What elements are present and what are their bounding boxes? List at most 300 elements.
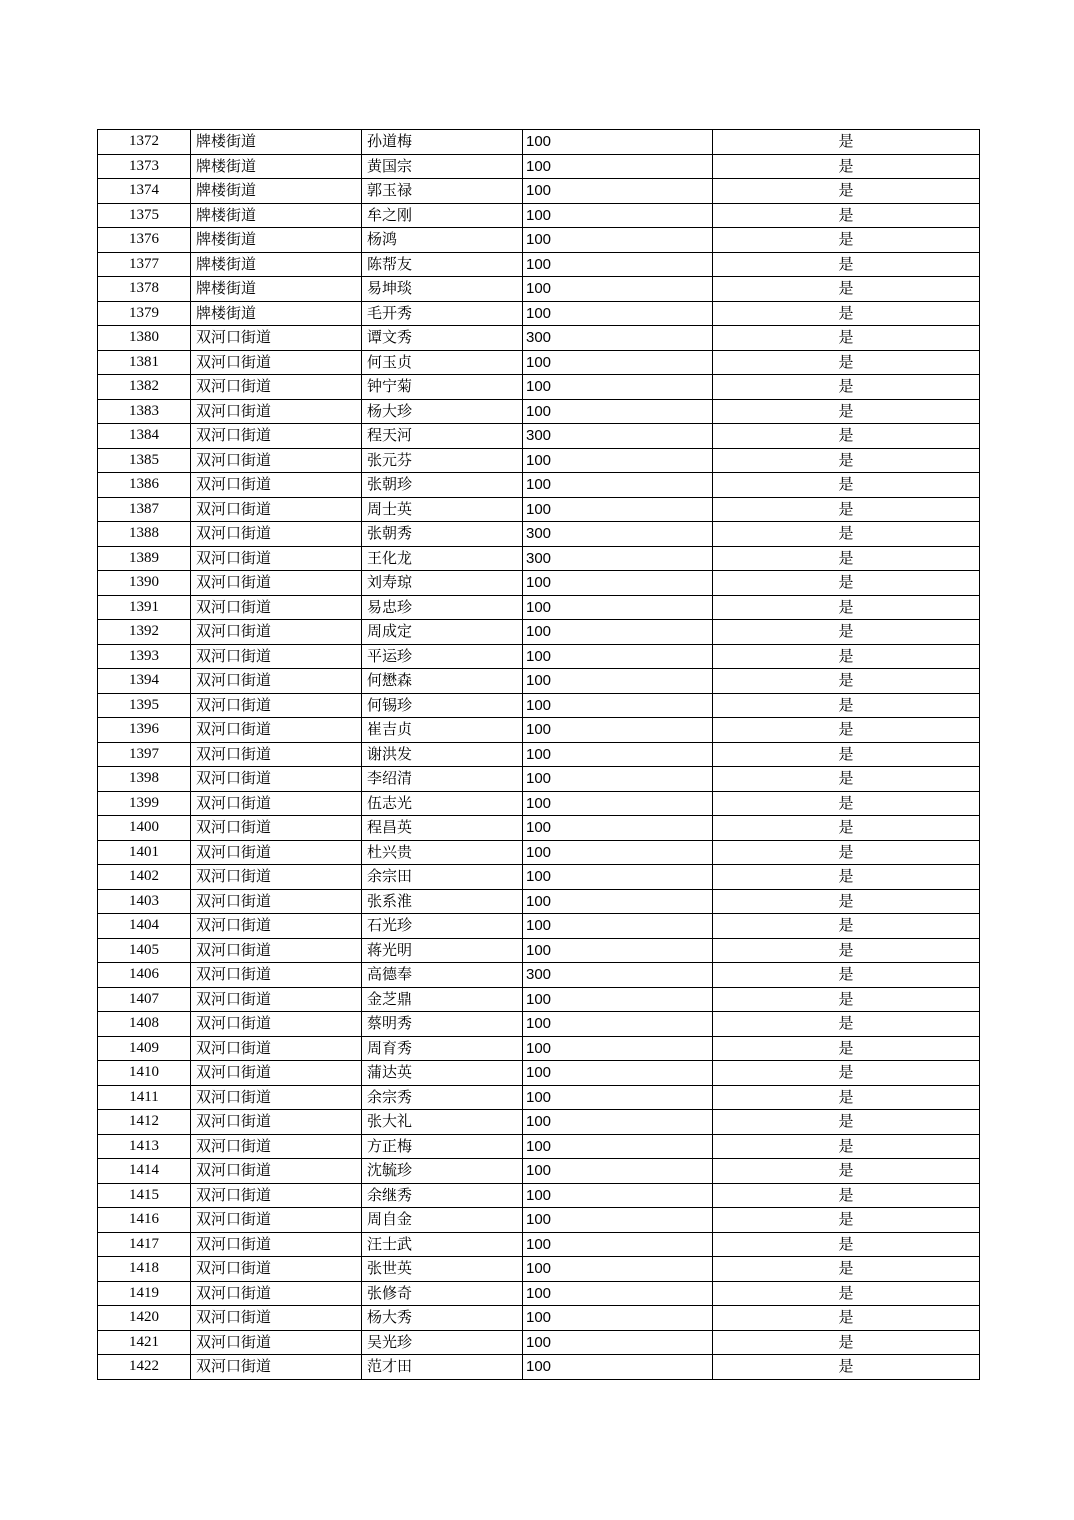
row-number-cell: 1384 bbox=[98, 424, 191, 449]
amount-cell: 300 bbox=[523, 326, 713, 351]
person-name-cell: 刘寿琼 bbox=[362, 571, 523, 596]
status-cell: 是 bbox=[713, 350, 980, 375]
amount-cell: 100 bbox=[523, 865, 713, 890]
row-number-cell: 1387 bbox=[98, 497, 191, 522]
status-cell: 是 bbox=[713, 1306, 980, 1331]
row-number-cell: 1374 bbox=[98, 179, 191, 204]
row-number-cell: 1376 bbox=[98, 228, 191, 253]
row-number-cell: 1389 bbox=[98, 546, 191, 571]
person-name-cell: 何玉贞 bbox=[362, 350, 523, 375]
table-row bbox=[98, 1281, 980, 1306]
status-cell: 是 bbox=[713, 816, 980, 841]
status-cell: 是 bbox=[713, 620, 980, 645]
row-number-cell: 1420 bbox=[98, 1306, 191, 1331]
district-cell: 双河口街道 bbox=[191, 1306, 362, 1331]
row-number-cell: 1419 bbox=[98, 1281, 191, 1306]
district-cell: 双河口街道 bbox=[191, 718, 362, 743]
district-cell: 双河口街道 bbox=[191, 350, 362, 375]
district-cell: 牌楼街道 bbox=[191, 130, 362, 155]
status-cell: 是 bbox=[713, 742, 980, 767]
status-cell: 是 bbox=[713, 669, 980, 694]
data-table bbox=[97, 129, 980, 1380]
amount-cell: 100 bbox=[523, 1355, 713, 1380]
district-cell: 双河口街道 bbox=[191, 399, 362, 424]
district-cell: 双河口街道 bbox=[191, 963, 362, 988]
status-cell: 是 bbox=[713, 179, 980, 204]
row-number-cell: 1401 bbox=[98, 840, 191, 865]
row-number-cell: 1377 bbox=[98, 252, 191, 277]
person-name-cell: 李绍清 bbox=[362, 767, 523, 792]
district-cell: 双河口街道 bbox=[191, 497, 362, 522]
amount-cell: 100 bbox=[523, 1085, 713, 1110]
amount-cell: 100 bbox=[523, 816, 713, 841]
district-cell: 双河口街道 bbox=[191, 914, 362, 939]
amount-cell: 300 bbox=[523, 424, 713, 449]
amount-cell: 100 bbox=[523, 1330, 713, 1355]
row-number-cell: 1417 bbox=[98, 1232, 191, 1257]
amount-cell: 300 bbox=[523, 546, 713, 571]
district-cell: 双河口街道 bbox=[191, 791, 362, 816]
status-cell: 是 bbox=[713, 767, 980, 792]
row-number-cell: 1406 bbox=[98, 963, 191, 988]
row-number-cell: 1381 bbox=[98, 350, 191, 375]
row-number-cell: 1403 bbox=[98, 889, 191, 914]
amount-cell: 100 bbox=[523, 718, 713, 743]
amount-cell: 100 bbox=[523, 669, 713, 694]
status-cell: 是 bbox=[713, 252, 980, 277]
row-number-cell: 1415 bbox=[98, 1183, 191, 1208]
row-number-cell: 1399 bbox=[98, 791, 191, 816]
row-number-cell: 1383 bbox=[98, 399, 191, 424]
table-row bbox=[98, 1159, 980, 1184]
status-cell: 是 bbox=[713, 791, 980, 816]
table-row bbox=[98, 1134, 980, 1159]
row-number-cell: 1421 bbox=[98, 1330, 191, 1355]
status-cell: 是 bbox=[713, 130, 980, 155]
person-name-cell: 何懋森 bbox=[362, 669, 523, 694]
amount-cell: 100 bbox=[523, 620, 713, 645]
district-cell: 双河口街道 bbox=[191, 742, 362, 767]
table-row bbox=[98, 1012, 980, 1037]
amount-cell: 100 bbox=[523, 938, 713, 963]
amount-cell: 100 bbox=[523, 1183, 713, 1208]
row-number-cell: 1375 bbox=[98, 203, 191, 228]
table-row bbox=[98, 669, 980, 694]
status-cell: 是 bbox=[713, 1330, 980, 1355]
district-cell: 双河口街道 bbox=[191, 571, 362, 596]
table-row bbox=[98, 277, 980, 302]
amount-cell: 300 bbox=[523, 522, 713, 547]
row-number-cell: 1385 bbox=[98, 448, 191, 473]
table-row bbox=[98, 522, 980, 547]
district-cell: 双河口街道 bbox=[191, 375, 362, 400]
row-number-cell: 1411 bbox=[98, 1085, 191, 1110]
row-number-cell: 1379 bbox=[98, 301, 191, 326]
table-row bbox=[98, 865, 980, 890]
status-cell: 是 bbox=[713, 424, 980, 449]
status-cell: 是 bbox=[713, 644, 980, 669]
district-cell: 双河口街道 bbox=[191, 1012, 362, 1037]
amount-cell: 100 bbox=[523, 595, 713, 620]
row-number-cell: 1382 bbox=[98, 375, 191, 400]
person-name-cell: 杨鸿 bbox=[362, 228, 523, 253]
row-number-cell: 1418 bbox=[98, 1257, 191, 1282]
row-number-cell: 1395 bbox=[98, 693, 191, 718]
row-number-cell: 1408 bbox=[98, 1012, 191, 1037]
table-row bbox=[98, 473, 980, 498]
row-number-cell: 1396 bbox=[98, 718, 191, 743]
district-cell: 双河口街道 bbox=[191, 987, 362, 1012]
amount-cell: 100 bbox=[523, 350, 713, 375]
amount-cell: 100 bbox=[523, 791, 713, 816]
person-name-cell: 张修奇 bbox=[362, 1281, 523, 1306]
status-cell: 是 bbox=[713, 571, 980, 596]
amount-cell: 100 bbox=[523, 154, 713, 179]
amount-cell: 300 bbox=[523, 963, 713, 988]
table-row bbox=[98, 154, 980, 179]
person-name-cell: 张世英 bbox=[362, 1257, 523, 1282]
person-name-cell: 石光珍 bbox=[362, 914, 523, 939]
table-row bbox=[98, 1110, 980, 1135]
table-row bbox=[98, 448, 980, 473]
district-cell: 双河口街道 bbox=[191, 1208, 362, 1233]
person-name-cell: 张系淮 bbox=[362, 889, 523, 914]
table-row bbox=[98, 1355, 980, 1380]
row-number-cell: 1402 bbox=[98, 865, 191, 890]
district-cell: 双河口街道 bbox=[191, 620, 362, 645]
district-cell: 双河口街道 bbox=[191, 644, 362, 669]
row-number-cell: 1398 bbox=[98, 767, 191, 792]
person-name-cell: 杜兴贵 bbox=[362, 840, 523, 865]
table-row bbox=[98, 1208, 980, 1233]
status-cell: 是 bbox=[713, 1232, 980, 1257]
person-name-cell: 钟宁菊 bbox=[362, 375, 523, 400]
table-row bbox=[98, 644, 980, 669]
row-number-cell: 1392 bbox=[98, 620, 191, 645]
district-cell: 双河口街道 bbox=[191, 767, 362, 792]
row-number-cell: 1380 bbox=[98, 326, 191, 351]
table-row bbox=[98, 1232, 980, 1257]
district-cell: 牌楼街道 bbox=[191, 179, 362, 204]
district-cell: 双河口街道 bbox=[191, 1281, 362, 1306]
person-name-cell: 牟之刚 bbox=[362, 203, 523, 228]
amount-cell: 100 bbox=[523, 1159, 713, 1184]
table-row bbox=[98, 840, 980, 865]
row-number-cell: 1400 bbox=[98, 816, 191, 841]
district-cell: 双河口街道 bbox=[191, 938, 362, 963]
person-name-cell: 张朝秀 bbox=[362, 522, 523, 547]
status-cell: 是 bbox=[713, 595, 980, 620]
person-name-cell: 杨大秀 bbox=[362, 1306, 523, 1331]
district-cell: 牌楼街道 bbox=[191, 228, 362, 253]
row-number-cell: 1391 bbox=[98, 595, 191, 620]
table-row bbox=[98, 252, 980, 277]
amount-cell: 100 bbox=[523, 375, 713, 400]
status-cell: 是 bbox=[713, 522, 980, 547]
person-name-cell: 周士英 bbox=[362, 497, 523, 522]
status-cell: 是 bbox=[713, 277, 980, 302]
amount-cell: 100 bbox=[523, 179, 713, 204]
person-name-cell: 程天河 bbox=[362, 424, 523, 449]
district-cell: 双河口街道 bbox=[191, 1036, 362, 1061]
district-cell: 双河口街道 bbox=[191, 1159, 362, 1184]
row-number-cell: 1414 bbox=[98, 1159, 191, 1184]
district-cell: 双河口街道 bbox=[191, 1257, 362, 1282]
status-cell: 是 bbox=[713, 1012, 980, 1037]
table-row bbox=[98, 1036, 980, 1061]
row-number-cell: 1410 bbox=[98, 1061, 191, 1086]
district-cell: 双河口街道 bbox=[191, 448, 362, 473]
amount-cell: 100 bbox=[523, 1232, 713, 1257]
status-cell: 是 bbox=[713, 1257, 980, 1282]
amount-cell: 100 bbox=[523, 1134, 713, 1159]
table-row bbox=[98, 1257, 980, 1282]
district-cell: 双河口街道 bbox=[191, 424, 362, 449]
row-number-cell: 1373 bbox=[98, 154, 191, 179]
status-cell: 是 bbox=[713, 154, 980, 179]
district-cell: 双河口街道 bbox=[191, 693, 362, 718]
person-name-cell: 金芝鼎 bbox=[362, 987, 523, 1012]
person-name-cell: 周自金 bbox=[362, 1208, 523, 1233]
table-row bbox=[98, 914, 980, 939]
table-row bbox=[98, 1085, 980, 1110]
status-cell: 是 bbox=[713, 1183, 980, 1208]
district-cell: 双河口街道 bbox=[191, 1330, 362, 1355]
status-cell: 是 bbox=[713, 1110, 980, 1135]
amount-cell: 100 bbox=[523, 1012, 713, 1037]
status-cell: 是 bbox=[713, 1159, 980, 1184]
status-cell: 是 bbox=[713, 228, 980, 253]
status-cell: 是 bbox=[713, 1281, 980, 1306]
person-name-cell: 毛开秀 bbox=[362, 301, 523, 326]
district-cell: 牌楼街道 bbox=[191, 277, 362, 302]
status-cell: 是 bbox=[713, 718, 980, 743]
amount-cell: 100 bbox=[523, 840, 713, 865]
person-name-cell: 周成定 bbox=[362, 620, 523, 645]
status-cell: 是 bbox=[713, 865, 980, 890]
table-row bbox=[98, 301, 980, 326]
status-cell: 是 bbox=[713, 375, 980, 400]
table-row bbox=[98, 742, 980, 767]
status-cell: 是 bbox=[713, 301, 980, 326]
table-row bbox=[98, 497, 980, 522]
amount-cell: 100 bbox=[523, 742, 713, 767]
table-row bbox=[98, 693, 980, 718]
row-number-cell: 1390 bbox=[98, 571, 191, 596]
table-row bbox=[98, 1061, 980, 1086]
district-cell: 双河口街道 bbox=[191, 1183, 362, 1208]
table-row bbox=[98, 130, 980, 155]
row-number-cell: 1378 bbox=[98, 277, 191, 302]
district-cell: 牌楼街道 bbox=[191, 154, 362, 179]
table-row bbox=[98, 938, 980, 963]
district-cell: 双河口街道 bbox=[191, 326, 362, 351]
person-name-cell: 郭玉禄 bbox=[362, 179, 523, 204]
status-cell: 是 bbox=[713, 840, 980, 865]
person-name-cell: 陈帮友 bbox=[362, 252, 523, 277]
district-cell: 双河口街道 bbox=[191, 1134, 362, 1159]
row-number-cell: 1405 bbox=[98, 938, 191, 963]
amount-cell: 100 bbox=[523, 693, 713, 718]
amount-cell: 100 bbox=[523, 1036, 713, 1061]
status-cell: 是 bbox=[713, 1061, 980, 1086]
amount-cell: 100 bbox=[523, 1306, 713, 1331]
person-name-cell: 蒋光明 bbox=[362, 938, 523, 963]
table-row bbox=[98, 399, 980, 424]
person-name-cell: 伍志光 bbox=[362, 791, 523, 816]
table-row bbox=[98, 889, 980, 914]
amount-cell: 100 bbox=[523, 889, 713, 914]
person-name-cell: 易坤琰 bbox=[362, 277, 523, 302]
table-row bbox=[98, 595, 980, 620]
district-cell: 双河口街道 bbox=[191, 522, 362, 547]
amount-cell: 100 bbox=[523, 644, 713, 669]
person-name-cell: 范才田 bbox=[362, 1355, 523, 1380]
row-number-cell: 1388 bbox=[98, 522, 191, 547]
table-row bbox=[98, 1330, 980, 1355]
amount-cell: 100 bbox=[523, 301, 713, 326]
amount-cell: 100 bbox=[523, 203, 713, 228]
table-row bbox=[98, 1183, 980, 1208]
status-cell: 是 bbox=[713, 1134, 980, 1159]
person-name-cell: 高德奉 bbox=[362, 963, 523, 988]
table-row bbox=[98, 546, 980, 571]
row-number-cell: 1407 bbox=[98, 987, 191, 1012]
person-name-cell: 易忠珍 bbox=[362, 595, 523, 620]
status-cell: 是 bbox=[713, 914, 980, 939]
person-name-cell: 程昌英 bbox=[362, 816, 523, 841]
district-cell: 双河口街道 bbox=[191, 1061, 362, 1086]
amount-cell: 100 bbox=[523, 473, 713, 498]
district-cell: 双河口街道 bbox=[191, 865, 362, 890]
table-row bbox=[98, 1306, 980, 1331]
person-name-cell: 吴光珍 bbox=[362, 1330, 523, 1355]
person-name-cell: 余宗秀 bbox=[362, 1085, 523, 1110]
district-cell: 双河口街道 bbox=[191, 1110, 362, 1135]
row-number-cell: 1412 bbox=[98, 1110, 191, 1135]
district-cell: 双河口街道 bbox=[191, 595, 362, 620]
person-name-cell: 张朝珍 bbox=[362, 473, 523, 498]
status-cell: 是 bbox=[713, 473, 980, 498]
amount-cell: 100 bbox=[523, 1061, 713, 1086]
table-row bbox=[98, 620, 980, 645]
table-body bbox=[98, 130, 980, 1380]
amount-cell: 100 bbox=[523, 399, 713, 424]
district-cell: 双河口街道 bbox=[191, 889, 362, 914]
person-name-cell: 平运珍 bbox=[362, 644, 523, 669]
person-name-cell: 沈毓珍 bbox=[362, 1159, 523, 1184]
table-row bbox=[98, 987, 980, 1012]
amount-cell: 100 bbox=[523, 228, 713, 253]
amount-cell: 100 bbox=[523, 914, 713, 939]
person-name-cell: 余宗田 bbox=[362, 865, 523, 890]
row-number-cell: 1372 bbox=[98, 130, 191, 155]
row-number-cell: 1416 bbox=[98, 1208, 191, 1233]
district-cell: 双河口街道 bbox=[191, 1085, 362, 1110]
district-cell: 双河口街道 bbox=[191, 546, 362, 571]
district-cell: 牌楼街道 bbox=[191, 203, 362, 228]
person-name-cell: 张元芬 bbox=[362, 448, 523, 473]
status-cell: 是 bbox=[713, 987, 980, 1012]
status-cell: 是 bbox=[713, 203, 980, 228]
amount-cell: 100 bbox=[523, 1110, 713, 1135]
district-cell: 牌楼街道 bbox=[191, 301, 362, 326]
row-number-cell: 1409 bbox=[98, 1036, 191, 1061]
person-name-cell: 谭文秀 bbox=[362, 326, 523, 351]
table-row bbox=[98, 816, 980, 841]
table-row bbox=[98, 963, 980, 988]
row-number-cell: 1394 bbox=[98, 669, 191, 694]
district-cell: 双河口街道 bbox=[191, 1355, 362, 1380]
district-cell: 双河口街道 bbox=[191, 473, 362, 498]
status-cell: 是 bbox=[713, 1355, 980, 1380]
amount-cell: 100 bbox=[523, 1208, 713, 1233]
row-number-cell: 1386 bbox=[98, 473, 191, 498]
district-cell: 双河口街道 bbox=[191, 1232, 362, 1257]
person-name-cell: 杨大珍 bbox=[362, 399, 523, 424]
person-name-cell: 余继秀 bbox=[362, 1183, 523, 1208]
district-cell: 牌楼街道 bbox=[191, 252, 362, 277]
district-cell: 双河口街道 bbox=[191, 669, 362, 694]
district-cell: 双河口街道 bbox=[191, 816, 362, 841]
person-name-cell: 谢洪发 bbox=[362, 742, 523, 767]
row-number-cell: 1413 bbox=[98, 1134, 191, 1159]
amount-cell: 100 bbox=[523, 1281, 713, 1306]
table-row bbox=[98, 718, 980, 743]
row-number-cell: 1422 bbox=[98, 1355, 191, 1380]
person-name-cell: 汪士武 bbox=[362, 1232, 523, 1257]
table-row bbox=[98, 179, 980, 204]
amount-cell: 100 bbox=[523, 571, 713, 596]
amount-cell: 100 bbox=[523, 1257, 713, 1282]
status-cell: 是 bbox=[713, 1208, 980, 1233]
amount-cell: 100 bbox=[523, 252, 713, 277]
status-cell: 是 bbox=[713, 693, 980, 718]
person-name-cell: 蒲达英 bbox=[362, 1061, 523, 1086]
table-row bbox=[98, 326, 980, 351]
table-row bbox=[98, 375, 980, 400]
row-number-cell: 1404 bbox=[98, 914, 191, 939]
row-number-cell: 1397 bbox=[98, 742, 191, 767]
table-row bbox=[98, 767, 980, 792]
amount-cell: 100 bbox=[523, 497, 713, 522]
person-name-cell: 张大礼 bbox=[362, 1110, 523, 1135]
district-cell: 双河口街道 bbox=[191, 840, 362, 865]
status-cell: 是 bbox=[713, 326, 980, 351]
person-name-cell: 孙道梅 bbox=[362, 130, 523, 155]
table-row bbox=[98, 203, 980, 228]
status-cell: 是 bbox=[713, 399, 980, 424]
status-cell: 是 bbox=[713, 938, 980, 963]
status-cell: 是 bbox=[713, 889, 980, 914]
status-cell: 是 bbox=[713, 497, 980, 522]
amount-cell: 100 bbox=[523, 767, 713, 792]
amount-cell: 100 bbox=[523, 130, 713, 155]
table-row bbox=[98, 350, 980, 375]
status-cell: 是 bbox=[713, 1085, 980, 1110]
table-row bbox=[98, 424, 980, 449]
person-name-cell: 周育秀 bbox=[362, 1036, 523, 1061]
row-number-cell: 1393 bbox=[98, 644, 191, 669]
status-cell: 是 bbox=[713, 546, 980, 571]
amount-cell: 100 bbox=[523, 987, 713, 1012]
status-cell: 是 bbox=[713, 1036, 980, 1061]
table-row bbox=[98, 228, 980, 253]
person-name-cell: 方正梅 bbox=[362, 1134, 523, 1159]
amount-cell: 100 bbox=[523, 277, 713, 302]
person-name-cell: 蔡明秀 bbox=[362, 1012, 523, 1037]
status-cell: 是 bbox=[713, 448, 980, 473]
